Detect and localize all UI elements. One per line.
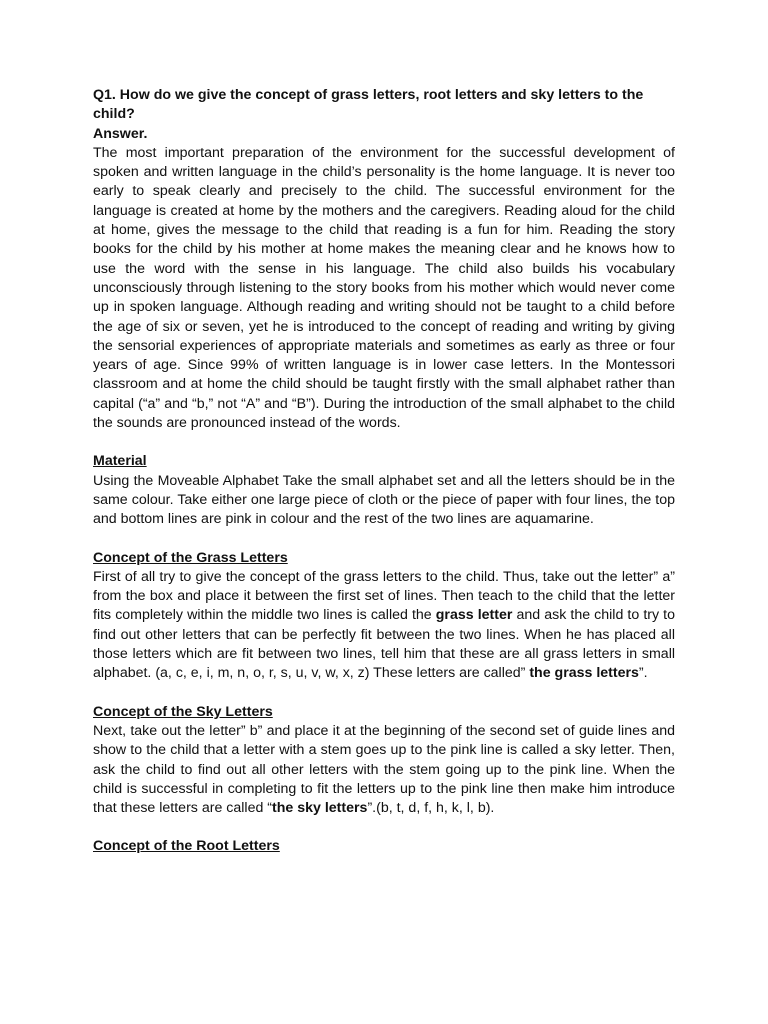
document-page: [93, 86, 675, 857]
sky-text-1: Next, take out the letter” b” and place it at the beginning of the second set of guide lines and show to the child that a letter with a stem goes up to the pink line is called a sky letter. Then, ask the child to find out all other letters with the stem going up to the pink line. When the child is successful in completing to fit the letters up to the pink line then make him introduce that these letters are called “: [93, 722, 675, 817]
grass-letters-heading: Concept of the Grass Letters: [93, 549, 288, 566]
sky-letters-heading: Concept of the Sky Letters: [93, 703, 273, 720]
sky-letters-paragraph: [93, 722, 675, 818]
grass-text-1: First of all try to give the concept of the grass letters to the child. Thus, take out the letter” a” from the box and place it between the first set of lines. Then teach to the child that the letter fits completely within the middle two lines is called the: [93, 568, 675, 624]
grass-text-2: and ask the child to try to find out other letters that can be perfectly fit between the two lines. When he has placed all those letters which are fit between two lines, tell him that these are all grass letters in small alphabet. (a, c, e, i, m, n, o, r, s, u, v, w, x, z) These letters are called”: [93, 607, 675, 682]
sky-bold-1: the sky letters: [272, 800, 368, 817]
material-heading: Material: [93, 453, 147, 470]
material-paragraph: Using the Moveable Alphabet Take the small alphabet set and all the letters should be in the same colour. Take either one large piece of cloth or the piece of paper with four lines, the top and bottom lines are pink in colour and the rest of the two lines are aquamarine.: [93, 472, 675, 528]
grass-text-3: ”.: [638, 665, 648, 682]
root-letters-heading: Concept of the Root Letters: [93, 838, 280, 855]
grass-bold-2: the grass letters: [529, 665, 639, 682]
answer-paragraph: The most important preparation of the environment for the successful development of spoken and written language in the child’s personality is the home language. It is never too early to speak clearly and precisely to the child. The successful environment for the language is created at home by the mothers and the caregivers. Reading aloud for the child at home, gives the message to the child that reading is a fun for him. Reading the story books for the child by his mother at home makes the meaning clear and he knows how to use the word with the sense in his language. The child also builds his vocabulary unconsciously through listening to the story books from his mother which would never come up in spoken language. Although reading and writing should not be taught to a child before the age of six or seven, yet he is introduced to the concept of reading and writing by giving the sensorial experiences of appropriate materials and sometimes as early as three or four years of age. Since 99% of written language is in lower case letters. In the Montessori classroom and at home the child should be taught firstly with the small alphabet rather than capital (“a” and “b,” not “A” and “B”). During the introduction of the small alphabet to the child the sounds are pronounced instead of the words.: [93, 144, 675, 432]
grass-letters-paragraph: [93, 568, 675, 684]
sky-text-2: ”.(b, t, d, f, h, k, l, b).: [367, 800, 495, 817]
grass-bold-1: grass letter: [435, 607, 513, 624]
answer-label: Answer.: [93, 125, 148, 142]
question-title: Q1. How do we give the concept of grass letters, root letters and sky letters to the child?: [93, 87, 644, 123]
